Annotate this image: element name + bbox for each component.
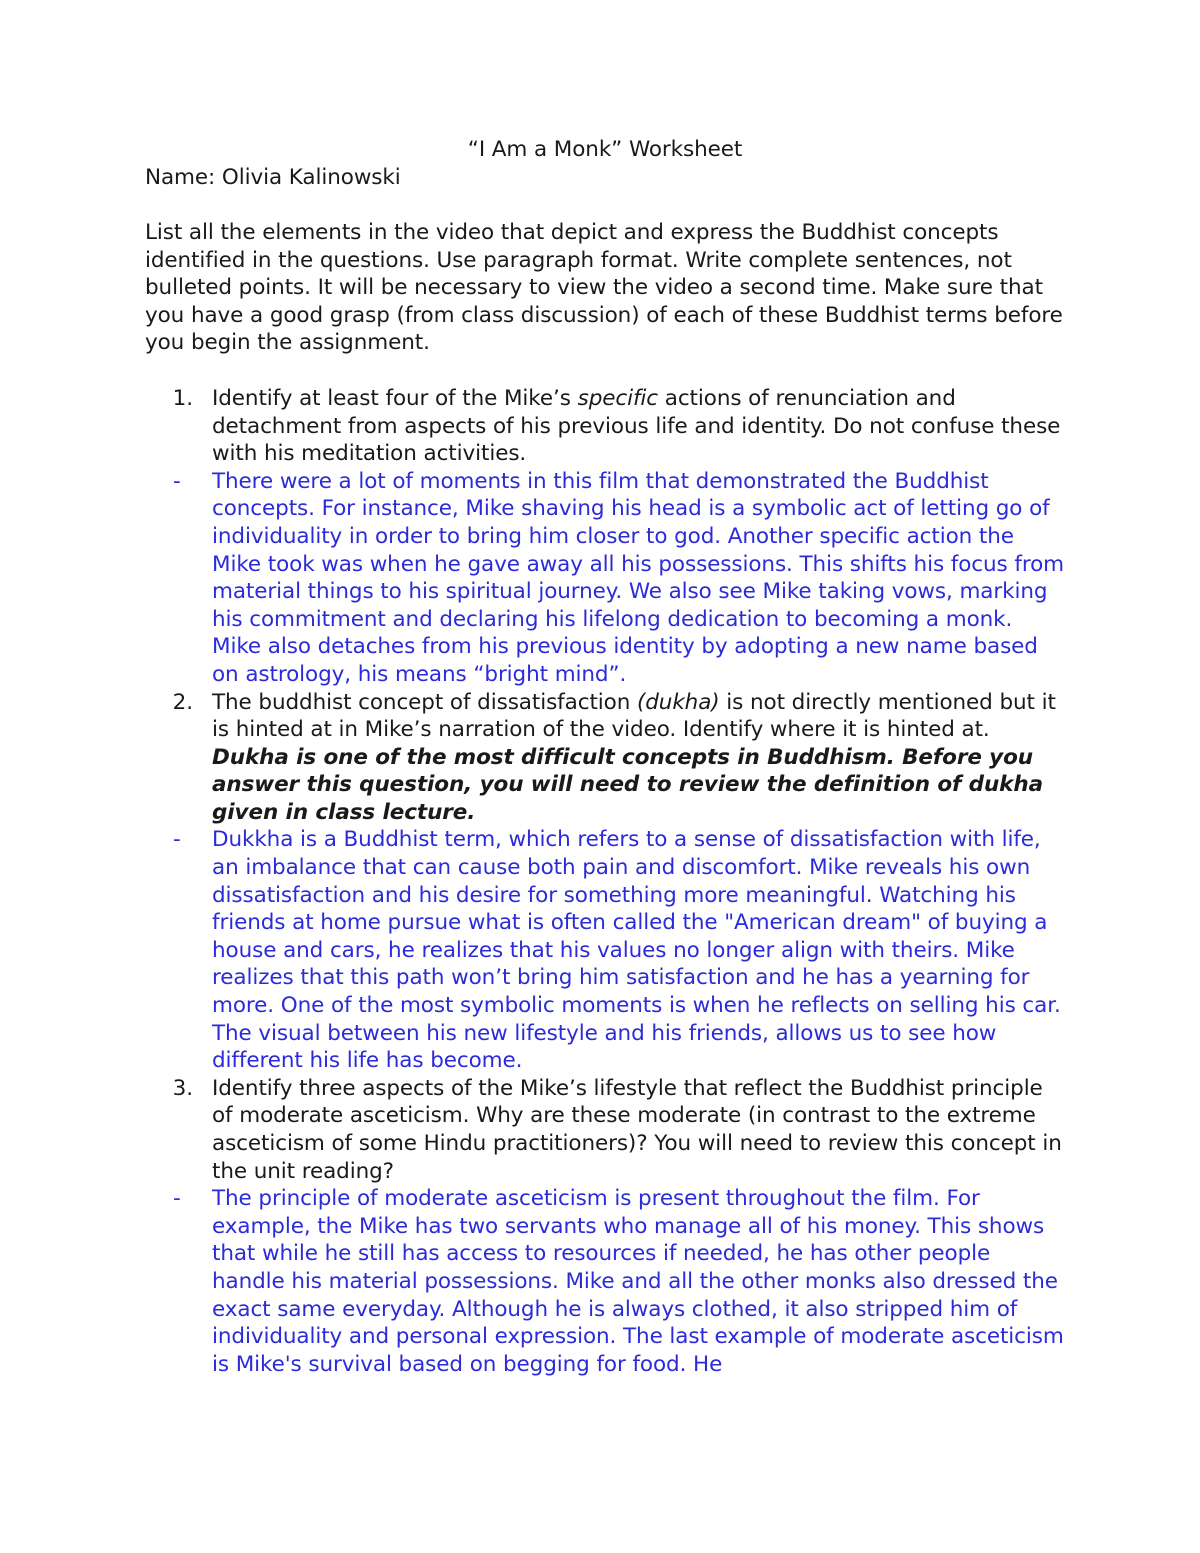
- question-text: Identify three aspects of the Mike’s lifestyle that reflect the Buddhist principle of moderate asceticism. Why are these moderate (in contrast to the extreme asceticism of some Hindu practitioners)? You will need to review this concept in the unit reading?: [212, 1075, 1062, 1184]
- question-1: [145, 385, 1065, 468]
- question-text: The buddhist concept of dissatisfaction: [212, 689, 637, 715]
- question-text: Identify at least four of the Mike’s: [212, 385, 578, 411]
- answer-bullet: -: [173, 468, 181, 494]
- question-text: is not directly mentioned but it is hinted at in Mike’s narration of the video. Identify where it is hinted at.: [212, 689, 1056, 743]
- answer-text: The principle of moderate asceticism is present throughout the film. For example, the Mike has two servants who manage all of his money. This shows that while he still has access to resources if needed, he has other people handle his material possessions. Mike and all the other monks also dressed the exact same everyday. Although he is always clothed, it also stripped him of individuality and personal expression. The last example of moderate asceticism is Mike's survival based on begging for food. He: [212, 1186, 1064, 1377]
- answer-text: There were a lot of moments in this film that demonstrated the Buddhist concepts. For instance, Mike shaving his head is a symbolic act of letting go of individuality in order to bring him closer to god. Another specific action the Mike took was when he gave away all his possessions. This shifts his focus from material things to his spiritual journey. We also see Mike taking vows, marking his commitment and declaring his lifelong dedication to becoming a monk. Mike also detaches from his previous identity by adopting a new name based on astrology, his means “bright mind”.: [212, 468, 1065, 687]
- instructions-paragraph: List all the elements in the video that depict and express the Buddhist concepts identified in the questions. Use paragraph format. Write complete sentences, not bulleted points. It will be necessary to view the video a second time. Make sure that you have a good grasp (from class discussion) of each of these Buddhist terms before you begin the assignment.: [145, 220, 1063, 356]
- question-number: 1.: [172, 385, 193, 411]
- answer-1: [145, 468, 1065, 689]
- question-emphasis: (dukha): [636, 689, 720, 715]
- document-title: “I Am a Monk” Worksheet: [467, 137, 743, 162]
- question-3: [145, 1075, 1065, 1185]
- student-name-line: [145, 164, 1065, 192]
- question-note: Dukha is one of the most difficult concepts in Buddhism. Before you answer this question, you will need to review the definition of dukha given in class lecture.: [212, 744, 1043, 825]
- answer-bullet: -: [173, 1186, 181, 1212]
- question-text: actions of renunciation and detachment from aspects of his previous life and identity. Do not confuse these with his meditation activities.: [212, 385, 1061, 467]
- question-emphasis: specific: [577, 385, 659, 411]
- answer-2: [145, 826, 1065, 1074]
- question-2: [145, 689, 1065, 827]
- question-list: [145, 385, 1065, 1378]
- answer-bullet: -: [173, 827, 181, 853]
- answer-text: Dukkha is a Buddhist term, which refers to a sense of dissatisfaction with life, an imbalance that can cause both pain and discomfort. Mike reveals his own dissatisfaction and his desire for something more meaningful. Watching his friends at home pursue what is often called the "American dream" of buying a house and cars, he realizes that his values no longer align with theirs. Mike realizes that this path won’t bring him satisfaction and he has a yearning for more. One of the most symbolic moments is when he reflects on selling his car. The visual between his new lifestyle and his friends, allows us to see how different his life has become.: [212, 827, 1061, 1074]
- student-name: Olivia Kalinowski: [221, 165, 401, 190]
- answer-3: [145, 1185, 1065, 1378]
- question-number: 3.: [172, 1075, 193, 1101]
- document-body: [145, 136, 1065, 1378]
- name-label: Name:: [145, 165, 216, 190]
- question-number: 2.: [172, 689, 193, 715]
